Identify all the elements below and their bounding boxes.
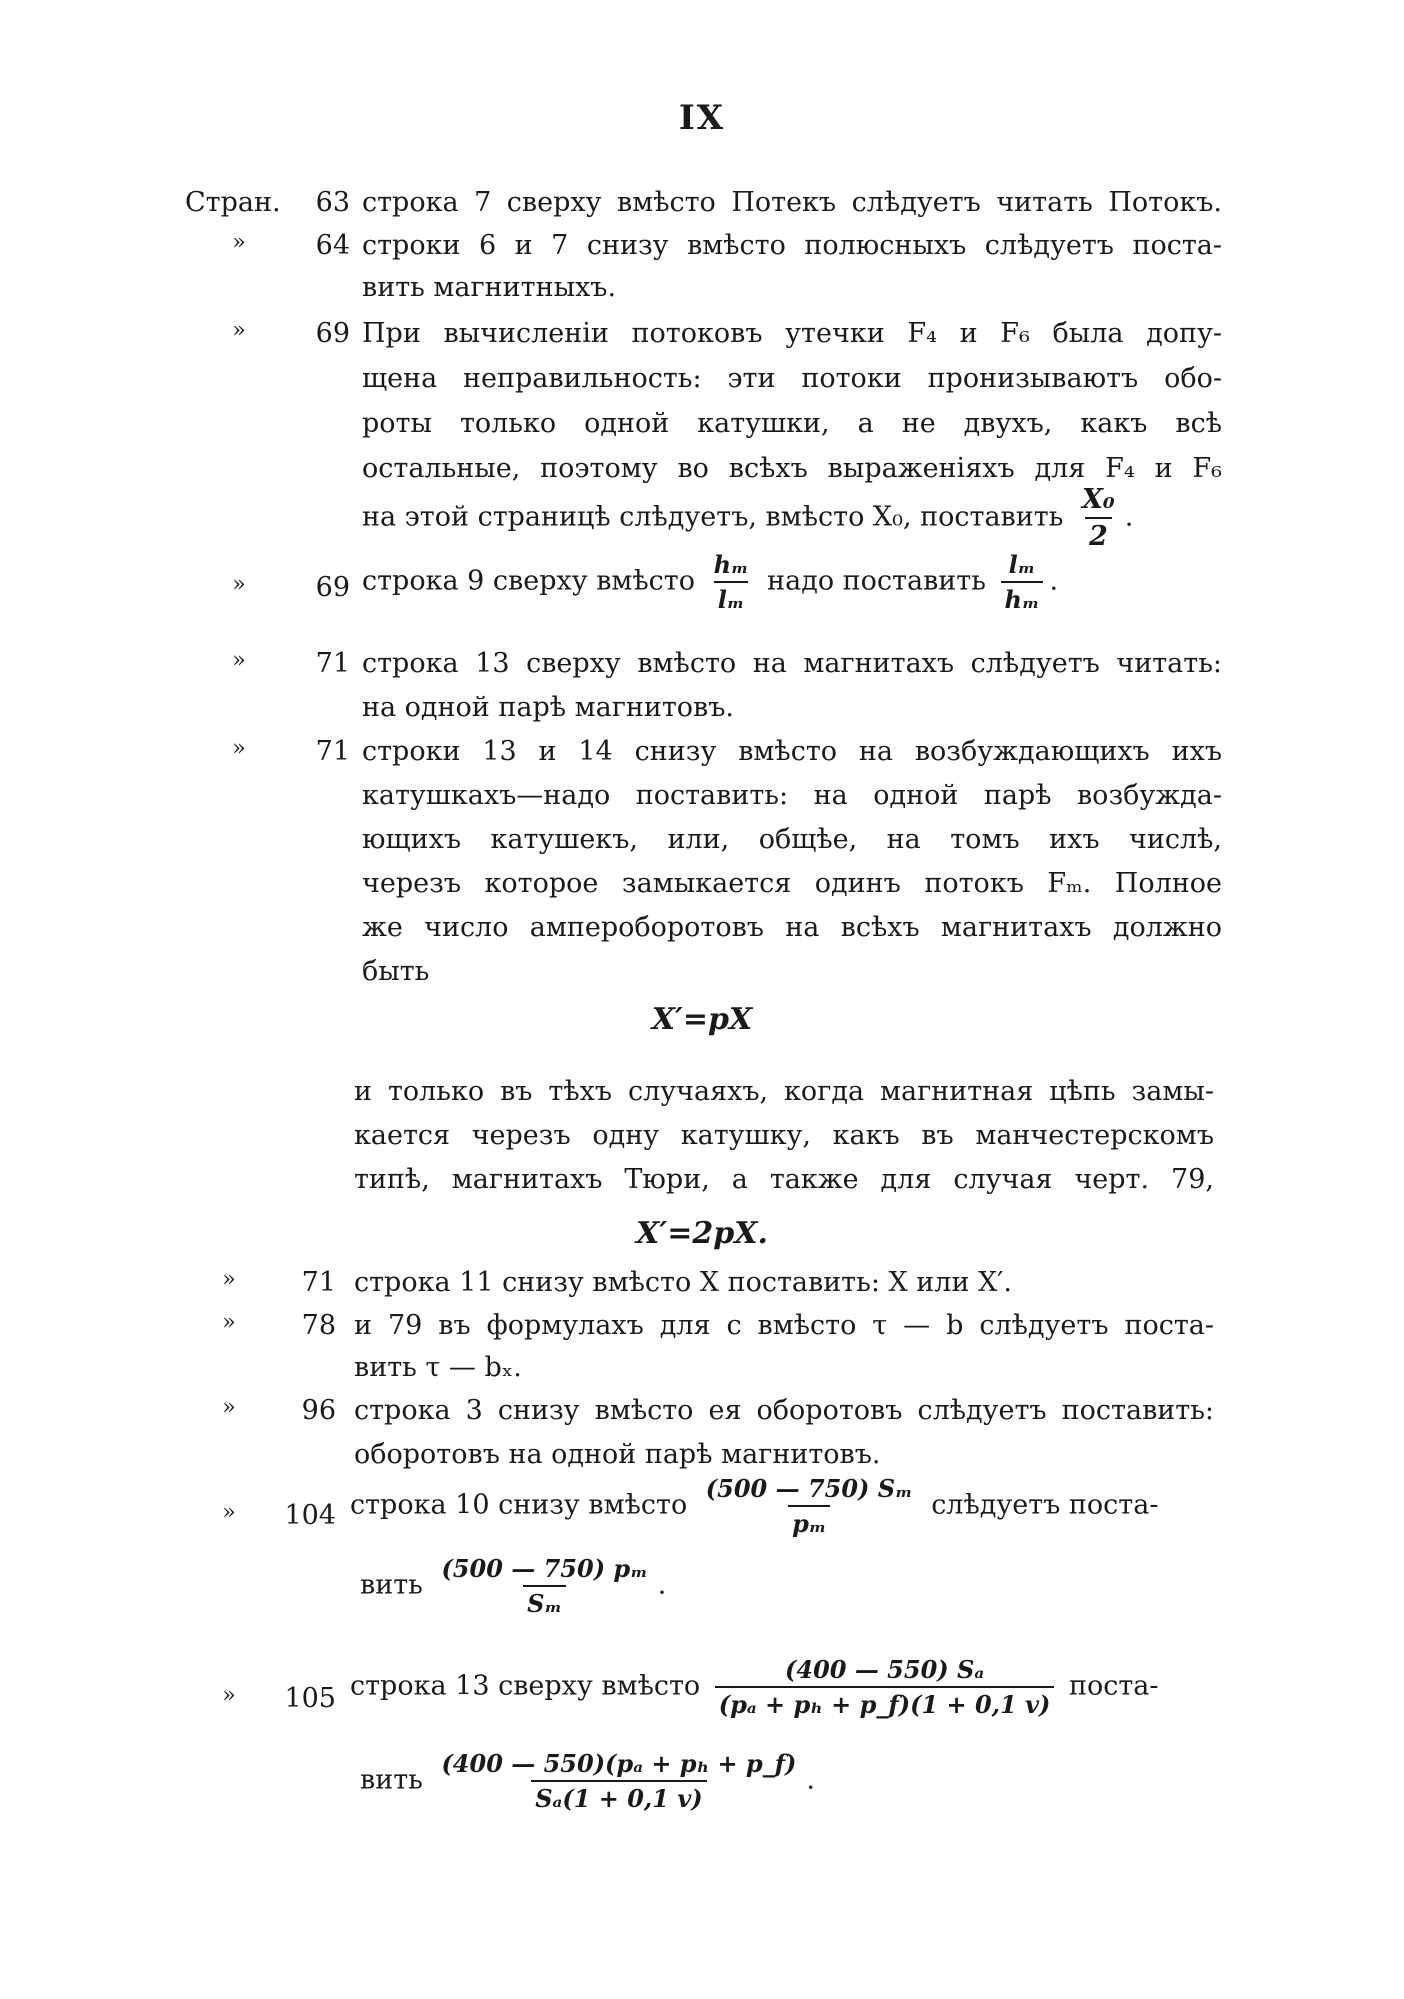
entry-text: оборотовъ на одной парѣ магнитовъ. — [354, 1439, 881, 1470]
ditto-mark: » — [232, 318, 246, 343]
formula: X′=2pX. — [636, 1216, 768, 1251]
entry-text: кается черезъ одну катушку, какъ въ манчестерскомъ — [354, 1120, 1214, 1151]
entry-text: вить — [360, 1569, 423, 1601]
entry-text: слѣдуетъ поста- — [931, 1489, 1159, 1521]
entry-text-with-fraction — [360, 1749, 1220, 1813]
entry-text: строки 13 и 14 снизу вмѣсто на возбуждающихъ ихъ — [362, 736, 1222, 767]
page-ref: 63 — [315, 187, 350, 218]
entry-text: строка 13 сверху вмѣсто — [350, 1670, 701, 1702]
page-label: Стран. — [185, 187, 281, 218]
entry-text-with-fraction — [362, 484, 1242, 552]
entry-text: быть — [362, 956, 430, 987]
entry-text: же число ампероборотовъ на всѣхъ магнитахъ должно — [362, 912, 1222, 943]
fraction — [1078, 484, 1119, 552]
entry-text: и только въ тѣхъ случаяхъ, когда магнитная цѣпь замы- — [354, 1076, 1214, 1107]
page-ref: 69 — [315, 318, 350, 349]
ditto-mark: » — [232, 572, 246, 597]
fraction-numerator: (400 — 550) Sₐ — [785, 1655, 985, 1684]
ditto-mark: » — [232, 230, 246, 255]
entry-text-with-fraction — [350, 1474, 1230, 1538]
entry-text-with-fraction — [360, 1554, 1220, 1618]
fraction — [702, 1474, 917, 1538]
fraction — [715, 1655, 1055, 1719]
ditto-mark: » — [222, 1395, 236, 1420]
page-ref: 71 — [315, 648, 350, 679]
punctuation: . — [657, 1569, 667, 1601]
fraction-denominator: 2 — [1085, 517, 1112, 552]
punctuation: . — [806, 1764, 815, 1796]
entry-text: остальные, поэтому во всѣхъ выраженіяхъ для F₄ и F₆ — [362, 453, 1222, 484]
fraction — [437, 1749, 800, 1813]
entry-text: вить — [360, 1764, 423, 1796]
entry-text: строка 13 сверху вмѣсто на магнитахъ слѣдуетъ читать: — [362, 648, 1222, 679]
entry-text: на этой страницѣ слѣдуетъ, вмѣсто X₀, поставить — [362, 501, 1064, 533]
page-ref: 69 — [315, 572, 350, 603]
page-ref: 104 — [284, 1500, 336, 1531]
fraction-denominator: (pₐ + pₕ + p_f)(1 + 0,1 v) — [715, 1686, 1055, 1719]
entry-text: катушкахъ—надо поставить: на одной парѣ возбужда- — [362, 780, 1222, 811]
punctuation: . — [1124, 501, 1134, 533]
fraction-numerator: (400 — 550)(pₐ + pₕ + p_f) — [441, 1749, 797, 1778]
entry-text-with-fraction — [362, 550, 1222, 614]
entry-text: При вычисленіи потоковъ утечки F₄ и F₆ была допу- — [362, 318, 1222, 349]
entry-text: строка 10 снизу вмѣсто — [350, 1489, 688, 1521]
fraction — [1001, 550, 1044, 614]
fraction — [710, 550, 753, 614]
entry-text: строка 7 сверху вмѣсто Потекъ слѣдуетъ читать Потокъ. — [362, 187, 1222, 218]
entry-text: строка 9 сверху вмѣсто — [362, 565, 695, 597]
entry-text: черезъ которое замыкается одинъ потокъ Fₘ. Полное — [362, 868, 1222, 899]
entry-text: ющихъ катушекъ, или, общѣе, на томъ ихъ числѣ, — [362, 824, 1222, 855]
entry-text: вить τ — bₓ. — [354, 1352, 522, 1383]
entry-text: вить магнитныхъ. — [362, 272, 617, 303]
page-ref: 78 — [301, 1310, 336, 1341]
entry-text: строка 3 снизу вмѣсто ея оборотовъ слѣдуетъ поставить: — [354, 1395, 1214, 1426]
entry-text: роты только одной катушки, а не двухъ, какъ всѣ — [362, 408, 1222, 439]
page-number: IX — [678, 98, 726, 138]
ditto-mark: » — [232, 648, 246, 673]
ditto-mark: » — [222, 1310, 236, 1335]
fraction-numerator: lₘ — [1008, 550, 1036, 579]
entry-text: строка 11 снизу вмѣсто X поставить: X или X′. — [354, 1267, 1012, 1298]
entry-text: строки 6 и 7 снизу вмѣсто полюсныхъ слѣдуетъ поста- — [362, 230, 1222, 261]
page-ref: 64 — [315, 230, 350, 261]
ditto-mark: » — [222, 1500, 236, 1525]
fraction-numerator: hₘ — [713, 550, 749, 579]
page-ref: 96 — [301, 1395, 336, 1426]
fraction-denominator: Sₐ(1 + 0,1 v) — [531, 1780, 706, 1813]
entry-text: надо поставить — [767, 565, 986, 597]
ditto-mark: » — [232, 736, 246, 761]
page-ref: 105 — [284, 1683, 336, 1714]
page-ref: 71 — [315, 736, 350, 767]
entry-text-with-fraction — [350, 1655, 1230, 1719]
fraction-denominator: hₘ — [1001, 581, 1044, 614]
entry-text: на одной парѣ магнитовъ. — [362, 692, 735, 723]
fraction-numerator: X₀ — [1081, 484, 1115, 515]
fraction-numerator: (500 — 750) Sₘ — [705, 1474, 913, 1503]
page-ref: 71 — [301, 1267, 336, 1298]
entry-text: и 79 въ формулахъ для c вмѣсто τ — b слѣдуетъ поста- — [354, 1310, 1214, 1341]
fraction-numerator: (500 — 750) pₘ — [441, 1554, 648, 1583]
fraction-denominator: pₘ — [788, 1505, 830, 1538]
formula: X′=pX — [651, 1002, 753, 1037]
ditto-mark: » — [222, 1683, 236, 1708]
entry-text: поста- — [1068, 1670, 1159, 1702]
entry-text: щена неправильность: эти потоки пронизываютъ обо- — [362, 363, 1222, 394]
fraction-denominator: lₘ — [714, 581, 749, 614]
entry-text: типѣ, магнитахъ Тюри, а также для случая черт. 79, — [354, 1164, 1214, 1195]
fraction-denominator: Sₘ — [523, 1585, 566, 1618]
punctuation: . — [1049, 565, 1059, 597]
fraction — [437, 1554, 651, 1618]
ditto-mark: » — [222, 1267, 236, 1292]
